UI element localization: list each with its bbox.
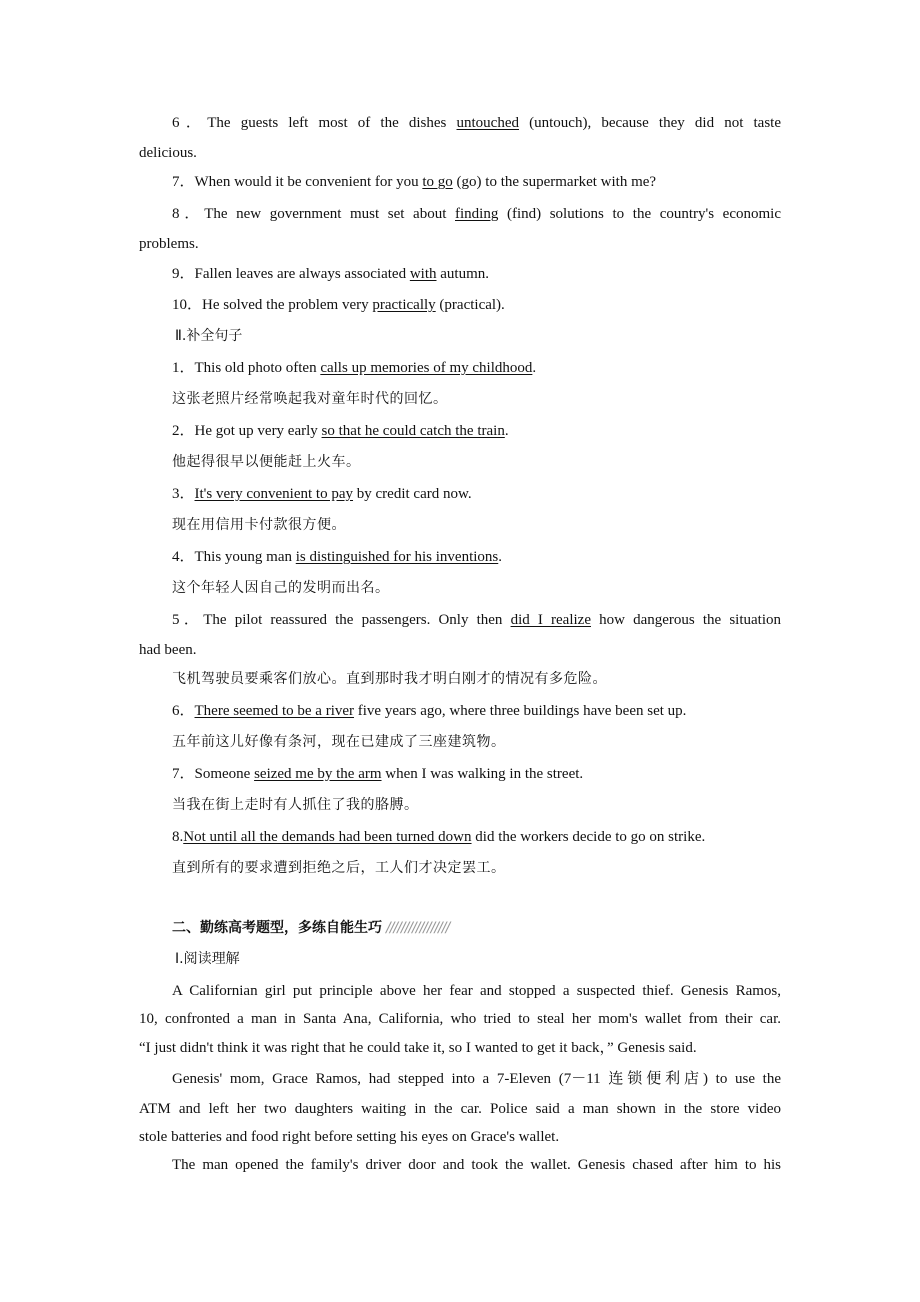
sentence-text: 4．This young man (172, 549, 296, 565)
sentence-answer: It's very convenient to pay (194, 486, 354, 502)
sentence-translation-1: 这张老照片经常唤起我对童年时代的回忆。 (172, 391, 448, 407)
sentence-answer: is distinguished for his inventions (295, 549, 499, 565)
vocab-text: 8．The new government must set about (172, 206, 455, 222)
vocab-answer: to go (422, 174, 453, 190)
sentence-answer: so that he could catch the train (321, 423, 505, 439)
sentence-text: . (532, 360, 537, 376)
sentence-translation-3: 现在用信用卡付款很方便。 (172, 517, 346, 533)
section-title-reading: Ⅰ.阅读理解 (175, 951, 240, 967)
sentence-text: how dangerous the situation (590, 612, 782, 628)
sentence-text: 5．The pilot reassured the passengers. Only then (172, 612, 511, 628)
sentence-item-8 (139, 826, 705, 848)
vocab-item-10 (139, 294, 505, 316)
vocab-answer: untouched (456, 115, 519, 131)
passage-line: stole batteries and food right before setting his eyes on Grace's wallet. (139, 1129, 560, 1145)
passage-line: The man opened the family's driver door and took the wallet. Genesis chased after him to his (172, 1157, 781, 1173)
vocab-answer: with (409, 266, 437, 282)
vocab-text: 7．When would it be convenient for you (172, 174, 423, 190)
sentence-translation-8: 直到所有的要求遭到拒绝之后，工人们才决定罢工。 (172, 860, 506, 876)
sentence-answer: did I realize (510, 612, 591, 628)
sentence-answer: There seemed to be a river (194, 703, 355, 719)
vocab-answer: finding (455, 206, 499, 222)
sentence-text: five years ago, where three buildings have been set up. (354, 703, 687, 719)
vocab-text: (go) to the supermarket with me? (452, 174, 657, 190)
sentence-text: . (504, 423, 509, 439)
vocab-text: 10．He solved the problem very (172, 297, 373, 313)
vocab-text: (untouch), because they did not taste (519, 115, 781, 131)
sentence-item-3 (139, 483, 472, 505)
vocab-item-9 (139, 263, 489, 285)
vocab-item-6 (139, 112, 781, 134)
vocab-item-6-cont: delicious. (139, 145, 197, 161)
sentence-text: 3． (172, 486, 195, 502)
sentence-item-4 (139, 546, 502, 568)
vocab-text: 9．Fallen leaves are always associated (172, 266, 410, 282)
vocab-text: autumn. (436, 266, 489, 282)
vocab-item-8 (139, 203, 781, 225)
sentence-item-5 (139, 609, 781, 631)
sentence-text: . (498, 549, 502, 565)
vocab-answer: practically (372, 297, 436, 313)
decorative-slashes: ///////////////// (386, 920, 450, 936)
passage-line: ATM and left her two daughters waiting in the car. Police said a man shown in the store video (139, 1101, 781, 1117)
sentence-text: did the workers decide to go on strike. (471, 829, 706, 845)
sentence-answer: seized me by the arm (254, 766, 382, 782)
sentence-answer: Not until all the demands had been turned down (183, 829, 472, 845)
vocab-text: (find) solutions to the country's economic (498, 206, 781, 222)
passage-line: 10, confronted a man in Santa Ana, California, who tried to steal her mom's wallet from their car. (139, 1011, 781, 1027)
sentence-text: 1．This old photo often (172, 360, 321, 376)
sentence-item-1 (139, 357, 536, 379)
sentence-translation-6: 五年前这儿好像有条河，现在已建成了三座建筑物。 (172, 734, 506, 750)
passage-line: Genesis' mom, Grace Ramos, had stepped into a 7-Eleven (7－11 连锁便利店) to use the (172, 1071, 781, 1087)
sentence-translation-5: 飞机驾驶员要乘客们放心。直到那时我才明白刚才的情况有多危险。 (172, 671, 607, 687)
sentence-translation-4: 这个年轻人因自己的发明而出名。 (172, 580, 390, 596)
sentence-item-6 (139, 700, 686, 722)
sentence-text: 6． (172, 703, 195, 719)
passage-line: A Californian girl put principle above her fear and stopped a suspected thief. Genesis Ramos, (172, 983, 781, 999)
section-title-complete-sentences: Ⅱ.补全句子 (175, 328, 243, 344)
vocab-item-8-cont: problems. (139, 236, 199, 252)
sentence-text: by credit card now. (353, 486, 472, 502)
part2-heading-text: 二、勤练高考题型，多练自能生巧 (172, 920, 382, 936)
sentence-item-5-cont: had been. (139, 642, 197, 658)
sentence-item-7 (139, 763, 583, 785)
sentence-translation-2: 他起得很早以便能赶上火车。 (172, 454, 361, 470)
vocab-text: (practical). (435, 297, 505, 313)
part2-heading (139, 917, 449, 939)
passage-line: “I just didn't think it was right that he could take it, so I wanted to get it back，” Genesis said. (139, 1040, 697, 1056)
sentence-answer: calls up memories of my childhood (320, 360, 533, 376)
sentence-item-2 (139, 420, 509, 442)
sentence-text: 2．He got up very early (172, 423, 322, 439)
sentence-text: 8. (172, 829, 184, 845)
vocab-text: 6．The guests left most of the dishes (172, 115, 457, 131)
sentence-text: when I was walking in the street. (381, 766, 584, 782)
sentence-text: 7．Someone (172, 766, 255, 782)
sentence-translation-7: 当我在街上走时有人抓住了我的胳膊。 (172, 797, 419, 813)
vocab-item-7 (139, 171, 656, 193)
